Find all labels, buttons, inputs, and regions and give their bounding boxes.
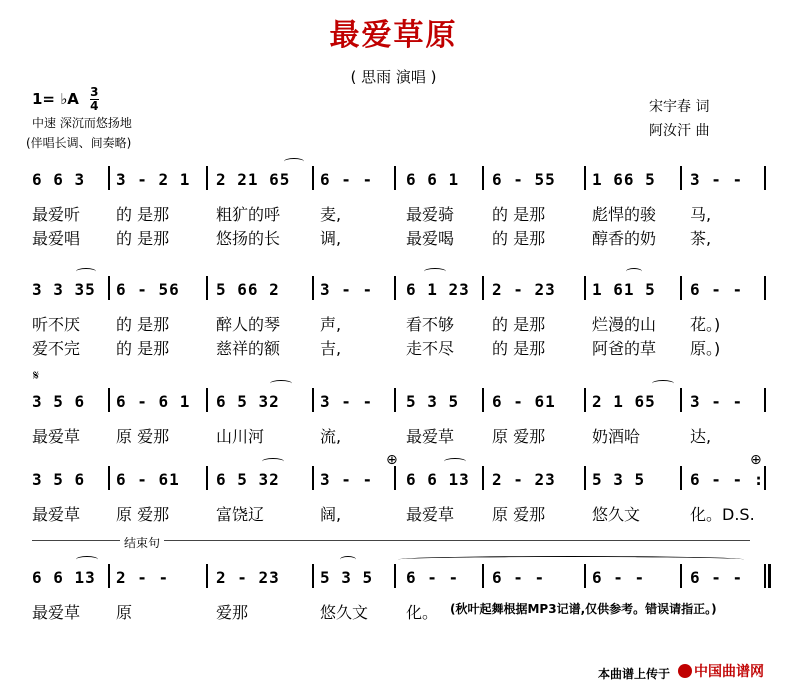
lyric-segment: 看不够 [406, 315, 455, 334]
bar-line [584, 564, 586, 588]
measure: 6 6 1 [406, 170, 460, 189]
measure: 6 5 32 [216, 392, 280, 411]
measure: 5 3 5 [592, 470, 646, 489]
bar-line [206, 388, 208, 412]
lyric-segment: 烂漫的山 [592, 315, 657, 334]
measure: 3 3 35 [32, 280, 96, 299]
bar-line [108, 166, 110, 190]
bar-line [764, 564, 766, 588]
measure: 6 - - [492, 568, 546, 587]
coda-sign: ⊕ [386, 452, 398, 468]
bar-line [482, 388, 484, 412]
bar-line [312, 166, 314, 190]
lyric-segment: 的 是那 [116, 205, 170, 224]
bar-line [764, 166, 766, 190]
time-signature-bottom: 4 [90, 99, 99, 113]
bar-line [108, 564, 110, 588]
lyric-segment: 声, [320, 315, 342, 334]
bar-line [206, 564, 208, 588]
bar-line [394, 564, 396, 588]
lyric-segment: 最爱喝 [406, 229, 455, 248]
bar-line [680, 564, 682, 588]
slur-mark [398, 556, 744, 563]
bar-line [206, 166, 208, 190]
measure: 5 3 5 [406, 392, 460, 411]
slur-mark [444, 458, 466, 465]
lyric-segment: 的 是那 [116, 339, 170, 358]
bar-line [584, 276, 586, 300]
bar-line [584, 466, 586, 490]
measure: 6 6 13 [406, 470, 470, 489]
bar-line [680, 466, 682, 490]
lyric-segment: 原 爱那 [116, 427, 170, 446]
measure: 3 - - [320, 392, 374, 411]
lyric-segment: 最爱草 [32, 427, 81, 446]
lyric-segment: 达, [690, 427, 712, 446]
lyric-segment: 慈祥的额 [216, 339, 281, 358]
lyric-segment: 最爱听 [32, 205, 81, 224]
lyric-segment: 的 是那 [116, 315, 170, 334]
bar-line [394, 166, 396, 190]
ending-label: 结束句 [120, 534, 164, 551]
lyric-segment: 茶, [690, 229, 712, 248]
slur-mark [626, 268, 642, 275]
bar-line [312, 388, 314, 412]
notation-row [0, 280, 787, 310]
measure: 6 - - [690, 568, 744, 587]
lyric-segment: 马, [690, 205, 712, 224]
lyric-segment: 化。D.S. [690, 505, 755, 524]
measure: 2 - 23 [492, 280, 556, 299]
upload-label: 本曲谱上传于 [598, 667, 671, 681]
lyric-segment: 富饶辽 [216, 505, 265, 524]
lyric-segment: 流, [320, 427, 342, 446]
lyric-segment: 彪悍的骏 [592, 205, 657, 224]
lyric-segment: 调, [320, 229, 342, 248]
key-text: 1= ♭A [32, 90, 79, 108]
lyric-segment: 山川河 [216, 427, 265, 446]
measure: 3 5 6 [32, 470, 86, 489]
bar-line [584, 166, 586, 190]
lyricist-credit: 宋宇春 词 [649, 99, 710, 115]
measure: 6 5 32 [216, 470, 280, 489]
bar-line [312, 276, 314, 300]
measure: 6 - 55 [492, 170, 556, 189]
lyric-segment: 原 爱那 [492, 427, 546, 446]
lyric-segment: 花。) [690, 315, 721, 334]
measure: 3 - - [320, 280, 374, 299]
key-signature [32, 86, 99, 113]
measure: 6 - - : [690, 470, 765, 489]
lyric-segment: 最爱草 [32, 505, 81, 524]
notation-row [0, 170, 787, 200]
measure: 6 - 61 [116, 470, 180, 489]
bar-line [206, 276, 208, 300]
slur-mark [76, 556, 98, 563]
tempo-marking: 中速 深沉而悠扬地 [32, 116, 132, 130]
lyric-segment: 化。 [406, 603, 439, 622]
lyric-segment: 最爱草 [406, 427, 455, 446]
measure: 5 3 5 [320, 568, 374, 587]
lyric-segment: 走不尽 [406, 339, 455, 358]
bar-line [482, 276, 484, 300]
lyric-segment: 最爱草 [406, 505, 455, 524]
bar-line [680, 388, 682, 412]
measure: 3 5 6 [32, 392, 86, 411]
slur-mark [424, 268, 446, 275]
measure: 6 - 61 [492, 392, 556, 411]
lyric-segment: 爱那 [216, 603, 249, 622]
bar-line [764, 276, 766, 300]
bar-line [108, 466, 110, 490]
bar-line [108, 276, 110, 300]
composer-credit: 阿汝汗 曲 [649, 123, 710, 139]
measure: 6 - 56 [116, 280, 180, 299]
measure: 2 - 23 [492, 470, 556, 489]
measure: 1 66 5 [592, 170, 656, 189]
accompaniment-note: (伴唱长调、间奏略) [26, 136, 132, 150]
measure: 2 - - [116, 568, 170, 587]
bar-line [108, 388, 110, 412]
time-signature [90, 86, 98, 113]
notation-row [0, 568, 787, 598]
bar-line [680, 276, 682, 300]
measure: 3 - 2 1 [116, 170, 191, 189]
bar-line [394, 466, 396, 490]
lyric-segment: 的 是那 [492, 205, 546, 224]
lyric-segment: 原。) [690, 339, 721, 358]
lyric-segment: 最爱唱 [32, 229, 81, 248]
measure: 6 1 23 [406, 280, 470, 299]
song-title: 最爱草原 [329, 18, 458, 53]
measure: 2 1 65 [592, 392, 656, 411]
slur-mark [340, 556, 356, 563]
lyric-segment: 爱不完 [32, 339, 81, 358]
lyric-segment: 粗犷的呼 [216, 205, 281, 224]
bar-line [312, 466, 314, 490]
lyric-segment: 悠久文 [592, 505, 641, 524]
bar-line [482, 564, 484, 588]
bar-line [680, 166, 682, 190]
time-signature-top: 3 [90, 85, 99, 99]
lyric-segment: 的 是那 [116, 229, 170, 248]
lyric-segment: 醉人的琴 [216, 315, 281, 334]
lyric-segment: 听不厌 [32, 315, 81, 334]
lyric-segment: 悠久文 [320, 603, 369, 622]
bar-line [394, 388, 396, 412]
slur-mark [76, 268, 96, 275]
bar-line [206, 466, 208, 490]
transcription-note: (秋叶起舞根据MP3记谱,仅供参考。错误请指正。) [450, 602, 717, 616]
slur-mark [652, 380, 674, 387]
singer-credit: ( 思雨 演唱 ) [350, 68, 437, 86]
bar-line [584, 388, 586, 412]
lyric-segment: 麦, [320, 205, 342, 224]
lyric-segment: 阿爸的草 [592, 339, 657, 358]
bar-line [482, 166, 484, 190]
lyric-segment: 悠扬的长 [216, 229, 281, 248]
measure: 1 61 5 [592, 280, 656, 299]
measure: 3 - - [690, 170, 744, 189]
measure: 6 6 13 [32, 568, 96, 587]
lyric-segment: 最爱草 [32, 603, 81, 622]
measure: 3 - - [320, 470, 374, 489]
bar-line [312, 564, 314, 588]
measure: 5 66 2 [216, 280, 280, 299]
measure: 6 - - [320, 170, 374, 189]
notation-row [0, 392, 787, 422]
measure: 6 - - [406, 568, 460, 587]
measure: 2 21 65 [216, 170, 291, 189]
coda-sign: ⊕ [750, 452, 762, 468]
measure: 6 - 6 1 [116, 392, 191, 411]
measure: 2 - 23 [216, 568, 280, 587]
lyric-segment: 吉, [320, 339, 342, 358]
final-bar-line [768, 564, 771, 588]
bar-line [764, 466, 766, 490]
measure: 3 - - [690, 392, 744, 411]
lyric-segment: 的 是那 [492, 339, 546, 358]
segno-sign: 𝄋 [33, 368, 40, 384]
lyric-segment: 原 爱那 [116, 505, 170, 524]
lyric-segment: 奶酒哈 [592, 427, 641, 446]
measure: 6 - - [592, 568, 646, 587]
bar-line [394, 276, 396, 300]
lyric-segment: 醇香的奶 [592, 229, 657, 248]
lyric-segment: 原 爱那 [492, 505, 546, 524]
site-logo-icon [678, 664, 692, 678]
slur-mark [284, 158, 304, 165]
bar-line [482, 466, 484, 490]
bar-line [764, 388, 766, 412]
notation-row [0, 470, 787, 500]
measure: 6 - - [690, 280, 744, 299]
lyric-segment: 的 是那 [492, 229, 546, 248]
slur-mark [262, 458, 284, 465]
lyric-segment: 原 [116, 603, 133, 622]
site-name[interactable]: 中国曲谱网 [694, 664, 764, 680]
lyric-segment: 的 是那 [492, 315, 546, 334]
measure: 6 6 3 [32, 170, 86, 189]
slur-mark [270, 380, 292, 387]
lyric-segment: 阔, [320, 505, 342, 524]
lyric-segment: 最爱骑 [406, 205, 455, 224]
